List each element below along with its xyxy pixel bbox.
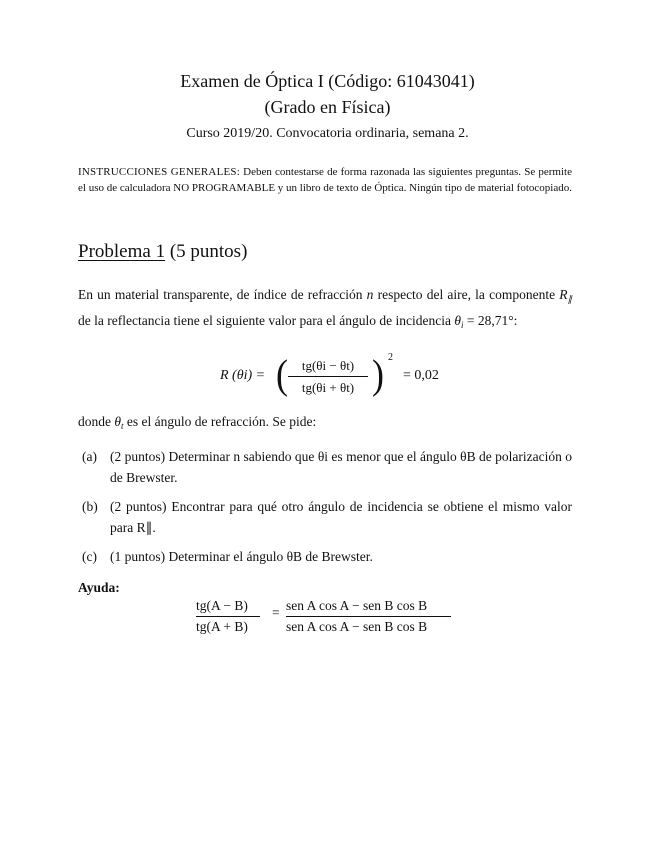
exam-title: Examen de Óptica I (Código: 61043041) (180, 71, 475, 91)
item-label: (c) (82, 549, 97, 564)
help-left-denominator: tg(A + B) (196, 619, 248, 634)
after-text-1: donde (78, 414, 115, 429)
formula-denominator: tg(θi + θt) (301, 380, 355, 395)
item-text: (2 puntos) Determinar n sabiendo que θi es menor que el ángulo θB de polarización o de Brewster. (110, 449, 572, 485)
after-text-2: es el ángulo de refracción. Se pide: (123, 414, 317, 429)
instructions-text: Deben contestarse de forma razonada las siguientes preguntas. Se permite el uso de calculadora NO PROGRAMABLE y un libro de texto de Óptica. Ningún tipo de material fotocopiado. (78, 166, 572, 194)
exam-header (0, 68, 655, 144)
help-left-numerator: tg(A − B) (196, 598, 248, 613)
formula-fraction (288, 357, 368, 396)
problem-points: (5 puntos) (165, 241, 248, 262)
help-left-fraction (196, 597, 268, 636)
after-theta-sub: t (121, 421, 124, 431)
help-right-fraction (286, 597, 451, 636)
after-theta: θ (114, 414, 122, 429)
intro-text-2: respecto del aire, la componente (373, 287, 560, 302)
intro-R-sub: ∥ (567, 294, 573, 304)
exam-degree: (Grado en Física) (264, 97, 391, 117)
formula-lhs: R (θi) = (220, 368, 266, 383)
intro-theta: θ (454, 313, 461, 328)
formula-rhs: = 0,02 (403, 368, 439, 383)
exam-session: Curso 2019/20. Convocatoria ordinaria, semana 2. (186, 126, 469, 141)
intro-R: R (559, 287, 568, 302)
help-heading: Ayuda: (78, 580, 120, 595)
item-text: (1 puntos) Determinar el ángulo θB de Brewster. (110, 549, 373, 564)
help-right-denominator: sen A cos A − sen B cos B (286, 619, 428, 634)
intro-text-4: = 28,71°: (463, 313, 518, 328)
item-label: (a) (82, 449, 97, 464)
left-paren: ( (276, 351, 288, 397)
problem-intro (78, 284, 572, 336)
instructions-lead: INSTRUCCIONES GENERALES: (78, 166, 240, 178)
list-item (78, 496, 572, 538)
formula-followup (78, 411, 316, 437)
formula-numerator: tg(θi − θt) (301, 358, 355, 373)
problem-items (78, 446, 572, 575)
list-item (78, 546, 572, 567)
problem-heading (78, 239, 247, 265)
intro-text-3: de la reflectancia tiene el siguiente valor para el ángulo de incidencia (78, 313, 455, 328)
help-right-numerator: sen A cos A − sen B cos B (286, 598, 428, 613)
problem-title: Problema 1 (78, 241, 166, 262)
general-instructions (78, 164, 572, 196)
intro-text-1: En un material transparente, de índice de refracción (78, 287, 367, 302)
fraction-bar (288, 376, 368, 377)
formula-exponent: 2 (388, 352, 393, 363)
help-formula (196, 597, 456, 637)
right-paren: ) (372, 351, 384, 397)
item-label: (b) (82, 499, 98, 514)
reflectance-formula (220, 352, 460, 400)
intro-n: n (366, 287, 374, 302)
list-item (78, 446, 572, 488)
intro-theta-sub: i (460, 320, 464, 330)
help-right-bar (286, 616, 451, 617)
item-text: (2 puntos) Encontrar para qué otro ángulo de incidencia se obtiene el mismo valor para R∥. (110, 499, 572, 535)
help-left-bar (196, 616, 260, 617)
help-equals: = (272, 605, 280, 620)
